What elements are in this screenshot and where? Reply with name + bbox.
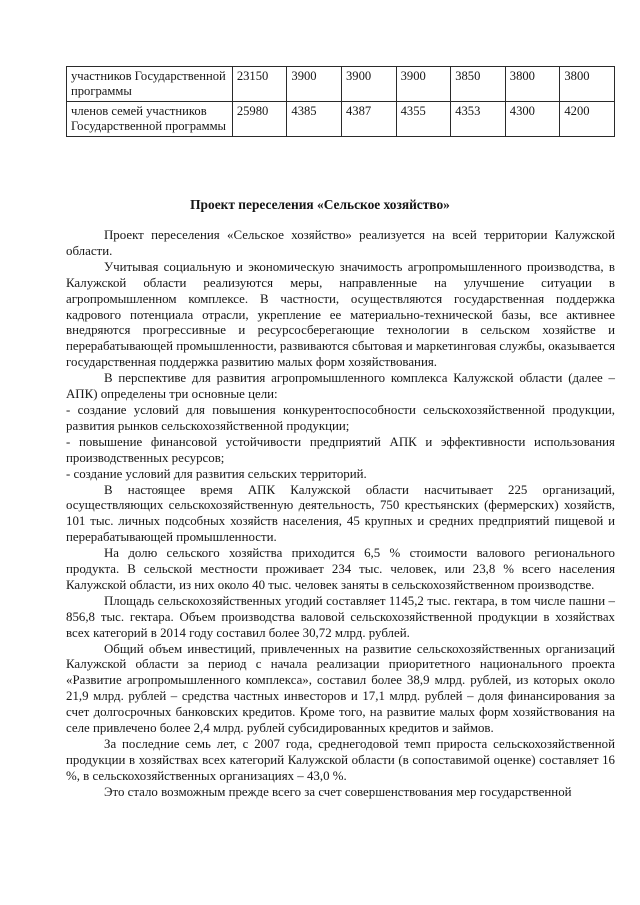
paragraph: Это стало возможным прежде всего за счет совершенствования мер государственной [104, 784, 572, 799]
table-cell: 3800 [505, 67, 560, 102]
table-cell: 4200 [560, 102, 615, 137]
table-cell: 25980 [232, 102, 287, 137]
row-label: участников Государственной программы [67, 67, 233, 102]
table-cell: 3850 [451, 67, 506, 102]
table-row [67, 102, 615, 137]
table-cell: 4353 [451, 102, 506, 137]
table-cell: 3900 [342, 67, 397, 102]
table-cell: 3900 [396, 67, 451, 102]
participants-table [66, 66, 615, 137]
paragraph: В перспективе для развития агропромышленного комплекса Калужской области (далее – АПК) определены три основные цели: [66, 371, 615, 402]
table-cell: 4300 [505, 102, 560, 137]
body-text [66, 228, 615, 801]
row-label: членов семей участников Государственной программы [67, 102, 233, 137]
paragraph: Площадь сельскохозяйственных угодий составляет 1145,2 тыс. гектара, в том числе пашни – 856,8 тыс. гектара. Объем производства валовой сельскохозяйственной продукции в хозяйствах всех категорий в 2014 году составил более 30,72 млрд. рублей. [66, 593, 615, 640]
table-cell: 3900 [287, 67, 342, 102]
paragraph: На долю сельского хозяйства приходится 6,5 % стоимости валового регионального продукта. В сельской местности проживает 234 тыс. человек, или 23,8 % всего населения Калужской области, из них около 40 тыс. человек заняты в сельскохозяйственном производстве. [66, 546, 615, 592]
list-item: - создание условий для повышения конкурентоспособности сельскохозяйственной продукции, развития рынков сельскохозяйственной продукции; [66, 402, 615, 433]
paragraph: Проект переселения «Сельское хозяйство» реализуется на всей территории Калужской области. [66, 228, 615, 258]
table-cell: 23150 [232, 67, 287, 102]
table-row [67, 67, 615, 102]
paragraph: Учитывая социальную и экономическую значимость агропромышленного производства, в Калужской области реализуются меры, направленные на улучшение ситуации в агропромышленном комплексе. В частности, осуществляются государственная поддержка кадрового потенциала отрасли, укрепление ее материально-технической базы, все активнее внедряются прогрессивные и ресурсосберегающие технологии в сельском хозяйстве и перерабатывающей промышленности, развиваются сбытовая и маркетинговая службы, оказывается государственная поддержка развитию малых форм хозяйствования. [66, 259, 616, 370]
paragraph: Общий объем инвестиций, привлеченных на развитие сельскохозяйственных организаций Калужской области за период с начала реализации приоритетного национального проекта «Развитие агропромышленного комплекса», составил более 38,9 млрд. рублей, из которых около 21,9 млрд. рублей – средства частных инвесторов и 17,1 млрд. рублей – доля финансирования за счет долгосрочных банковских кредитов. Кроме того, на развитие малых форм хозяйствования на селе привлечено более 2,4 млрд. рублей субсидированных кредитов и займов. [66, 641, 615, 736]
table-cell: 4355 [396, 102, 451, 137]
paragraph: За последние семь лет, с 2007 года, среднегодовой темп прироста сельскохозяйственной продукции в хозяйствах всех категорий Калужской области (в сопоставимой оценке) составляет 16 %, в сельскохозяйственных организациях – 43,0 %. [66, 737, 615, 783]
table-cell: 3800 [560, 67, 615, 102]
paragraph: В настоящее время АПК Калужской области насчитывает 225 организаций, осуществляющих сельскохозяйственную деятельность, 750 крестьянских (фермерских) хозяйств, 101 тыс. личных подсобных хозяйств населения, 45 крупных и средних предприятий пищевой и перерабатывающей промышленности. [66, 482, 615, 545]
list-item: - повышение финансовой устойчивости предприятий АПК и эффективности использования производственных ресурсов; [66, 434, 615, 465]
list-item: - создание условий для развития сельских территорий. [66, 466, 367, 481]
table-cell: 4387 [342, 102, 397, 137]
section-title: Проект переселения «Сельское хозяйство» [190, 197, 450, 212]
table-cell: 4385 [287, 102, 342, 137]
